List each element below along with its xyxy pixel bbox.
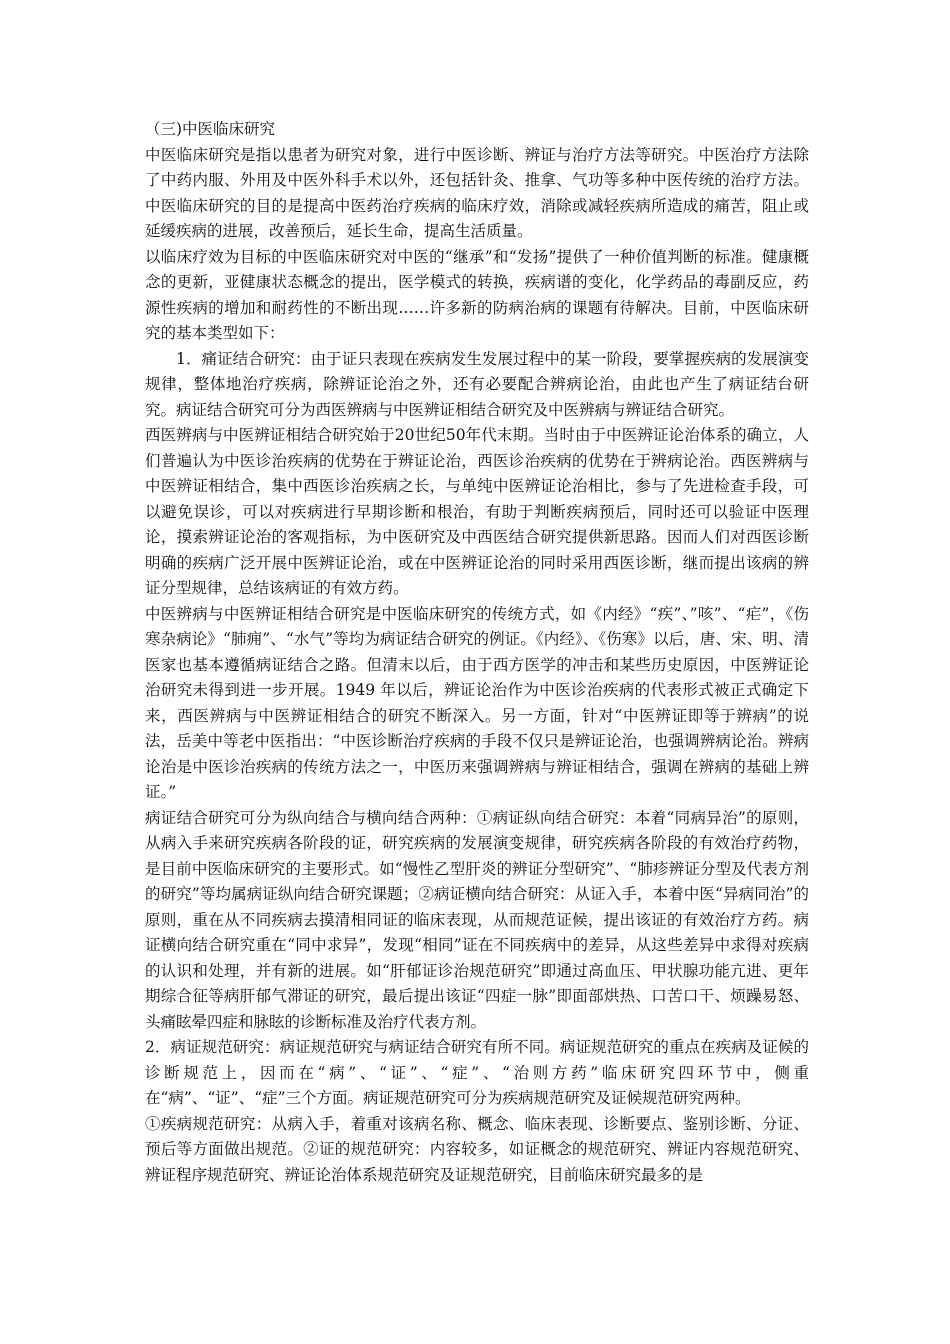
paragraph-intro: 中医临床研究是指以患者为研究对象，进行中医诊断、辨证与治疗方法等研究。中医治疗方法除了中药内服、外用及中医外科手术以外，还包括针灸、推拿、气功等多种中医传统的治疗方法。中医临床研究的目的是提高中医药治疗疾病的临床疗效，消除或减轻疾病所造成的痛苦，阻止或延缓疾病的进展，改善预后，延长生命，提高生活质量。 [145, 145, 809, 240]
paragraph-vertical-horizontal: 病证结合研究可分为纵向结合与横向结合两种：①病证纵向结合研究：本着“同病异治”的原则，从病入手来研究疾病各阶段的证，研究疾病的发展演变规律，研究疾病各阶段的有效治疗药物，是目前中医临床研究的主要形式。如“慢性乙型肝炎的辨证分型研究”、“肺疹辨证分型及代表方剂的研究”等均属病证纵向结合研究课题；②病证横向结合研究：从证入手，本着中医“异病同治”的原则，重在从不同疾病去摸清相同证的临床表现，从而规范证候，提出该证的有效治疗方药。病证横向结合研究重在“同中求异”，发现“相同”证在不同疾病中的差异，从这些差异中求得对疾病的认识和处理，并有新的进展。如“肝郁证诊治规范研究”即通过高血压、甲状腺功能亢进、更年期综合征等病肝郁气滞证的研究，最后提出该证“四症一脉”即面部烘热、口苦口干、烦躁易怒、头痛眩晕四症和脉眩的诊断标准及治疗代表方剂。 [145, 808, 809, 1031]
document-body [145, 117, 809, 1188]
paragraph-western-chinese-combination: 西医辨病与中医辨证相结合研究始于20世纪50年代末期。当时由于中医辨证论治体系的确立，人们普遍认为中医诊治疾病的优势在于辨证论治，西医诊治疾病的优势在于辨病论治。西医辨病与中医辨证相结合，集中西医诊治疾病之长，与单纯中医辨证论治相比，参与了先进检查手段，可以避免误诊，可以对疾病进行早期诊断和根治，有助于判断疾病预后，同时还可以验证中医理论，摸索辨证论治的客观指标，为中医研究及中西医结合研究提供新思路。因而人们对西医诊断明确的疾病广泛开展中医辨证论治，或在中医辨证论治的同时采用西医诊断，继而提出该病的辨证分型规律，总结该病证的有效方药。 [145, 426, 809, 597]
paragraph-disease-standardization: ①疾病规范研究：从病入手，着重对该病名称、概念、临床表现、诊断要点、鉴别诊断、分证、预后等方面做出规范。②证的规范研究：内容较多，如证概念的规范研究、辨证内容规范研究、辨证程序规范研究、辨证论治体系规范研究及证规范研究，目前临床研究最多的是 [145, 1114, 809, 1184]
paragraph-value-standard: 以临床疗效为目标的中医临床研究对中医的“继承”和“发扬”提供了一种价值判断的标准。健康概念的更新，亚健康状态概念的提出，医学模式的转换，疾病谱的变化，化学药品的毒副反应，药源性疾病的增加和耐药性的不断出现……许多新的防病治病的课题有待解决。目前，中医临床研究的基本类型如下： [145, 247, 809, 342]
paragraph-traditional-combination: 中医辨病与中医辨证相结合研究是中医临床研究的传统方式，如《内经》“疾”、”咳”、“疟”，《伤寒杂病论》“肺痈”、“水气”等均为病证结合研究的例证。《内经》、《伤寒》以后，唐、宋、明、清医家也基本遵循病证结合之路。但清末以后，由于西方医学的冲击和某些历史原因，中医辨证论治研究未得到进一步开展。1949 年以后，辨证论治作为中医诊治疾病的代表形式被正式确定下来，西医辨病与中医辨证相结合的研究不断深入。另一方面，针对“中医辨证即等于辨病”的说法，岳美中等老中医指出：“中医诊断治疗疾病的手段不仅只是辨证论治，也强调辨病论治。辨病论治是中医诊治疾病的传统方法之一，中医历来强调辨病与辨证相结合，强调在辨病的基础上辨证。” [145, 604, 809, 801]
paragraph-standardization: 2．病证规范研究：病证规范研究与病证结合研究有所不同。病证规范研究的重点在疾病及证候的诊断规范上，因而在“病”、“证”、“症”、“治则方药”临床研究四环节中，侧重在“病”、“证”、“症”三个方面。病证规范研究可分为疾病规范研究及证候规范研究两种。 [145, 1038, 809, 1107]
section-heading: （三)中医临床研究 [145, 120, 276, 138]
paragraph-disease-syndrome-combination: 1．痛证结合研究：由于证只表现在疾病发生发展过程中的某一阶段，要掌握疾病的发展演变规律，整体地治疗疾病，除辨证论治之外，还有必要配合辨病论治，由此也产生了病证结台研究。病证结合研究可分为西医辨病与中医辨证相结合研究及中医辨病与辨证结合研究。 [145, 349, 809, 419]
